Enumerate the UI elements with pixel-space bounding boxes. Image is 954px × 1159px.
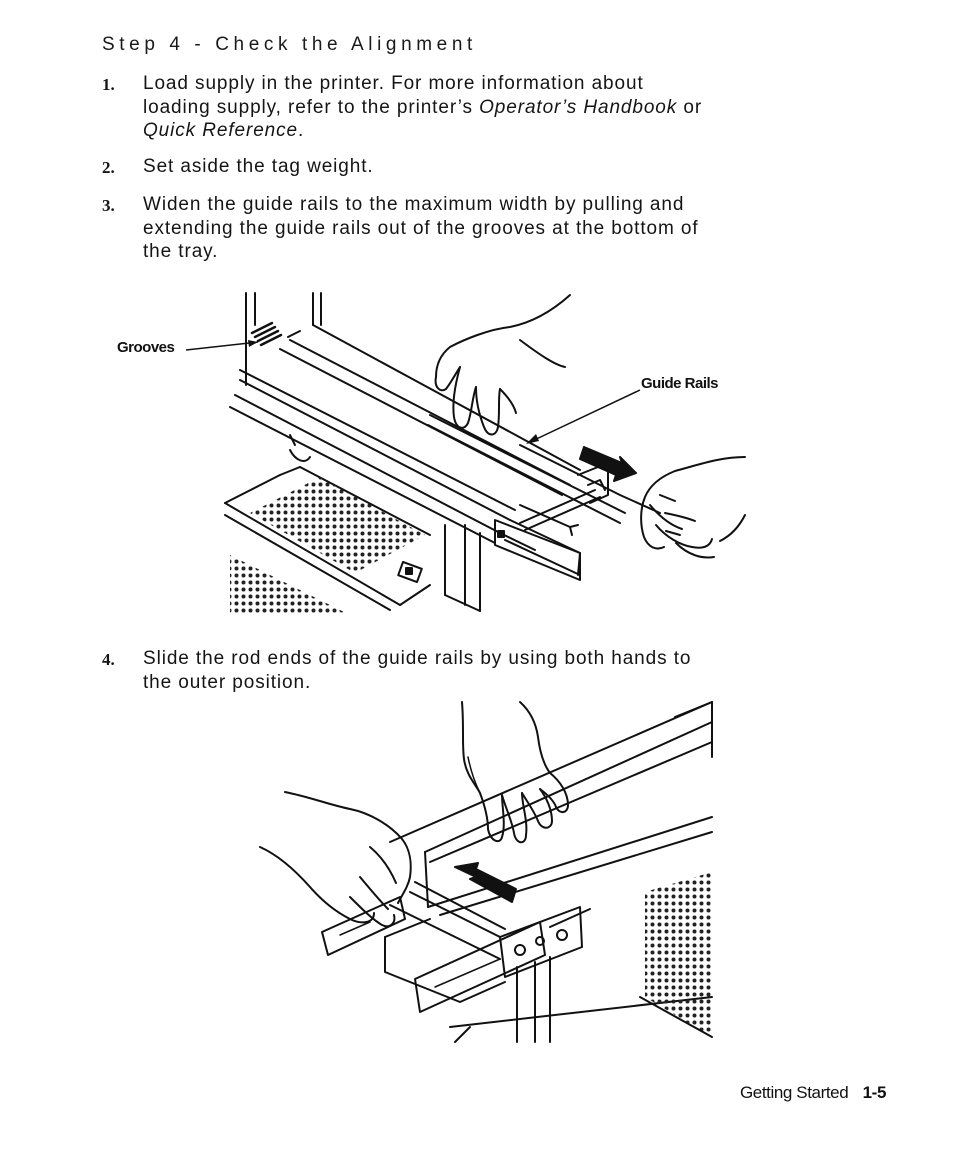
page-number: 1-5	[862, 1083, 886, 1102]
step-line: the tray.	[143, 241, 219, 262]
step-1	[102, 72, 802, 143]
step-number: 2.	[102, 158, 115, 177]
step-line: Set aside the tag weight.	[143, 156, 374, 177]
guide-rails-illustration	[100, 285, 780, 615]
step-line: Load supply in the printer. For more information about	[143, 73, 644, 94]
step-line: Slide the rod ends of the guide rails by using both hands to	[143, 648, 692, 669]
handbook-title: Operator’s Handbook	[479, 96, 678, 118]
step-text	[143, 155, 802, 179]
plain-text: loading supply, refer to the printer’s	[143, 96, 480, 118]
page-footer	[740, 1083, 886, 1103]
step-line: Widen the guide rails to the maximum width by pulling and	[143, 194, 685, 215]
plain-text: .	[298, 120, 305, 141]
step-number: 3.	[102, 196, 115, 215]
step-number: 1.	[102, 75, 115, 94]
step-text	[143, 72, 802, 143]
grooves-leader-line	[186, 338, 266, 354]
step-4	[102, 647, 802, 694]
plain-text: or	[677, 96, 703, 118]
grooves-label: Grooves	[117, 339, 175, 356]
guide-rails-leader-line	[522, 388, 642, 448]
section-heading: Step 4 - Check the Alignment	[102, 34, 477, 55]
step-line: extending the guide rails out of the grooves at the bottom of	[143, 217, 699, 239]
step-2	[102, 155, 802, 179]
rod-ends-illustration	[250, 697, 720, 1047]
reference-title: Quick Reference	[143, 120, 299, 141]
step-line: the outer position.	[143, 671, 312, 693]
guide-rails-label: Guide Rails	[641, 375, 719, 392]
step-line	[143, 96, 802, 120]
step-text	[143, 193, 802, 264]
footer-section-title: Getting Started	[739, 1083, 849, 1102]
step-text	[143, 647, 802, 694]
step-number: 4.	[102, 650, 115, 669]
step-3	[102, 193, 802, 264]
step-line	[143, 119, 802, 143]
